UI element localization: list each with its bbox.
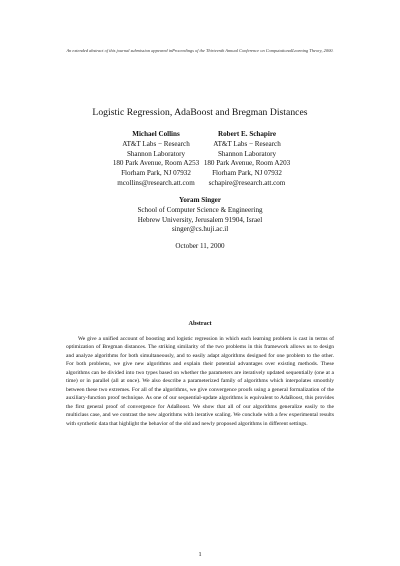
page-number: 1 [198,551,202,558]
author-city: Florham Park, NJ 07932 [121,169,191,178]
author-affiliation: AT&T Labs − Research [213,139,281,148]
paper-title: Logistic Regression, AdaBoost and Bregman Distances [92,107,308,118]
author-address: 180 Park Avenue, Room A203 [203,159,291,168]
header-note: An extended abstract of this journal submission appeared inProceedings of the Thirteenth Annual Conference on ComputationalLearning Theory, 2000. [66,48,334,53]
author-email: schapire@research.att.com [208,178,286,187]
paper-date: October 11, 2000 [175,242,225,250]
author-block-schapire [162,130,332,189]
author-name: Yoram Singer [179,196,221,204]
author-address: 180 Park Avenue, Room A253 [112,159,200,168]
author-name: Michael Collins [132,130,180,138]
abstract-heading: Abstract [188,320,212,327]
author-lab: Shannon Laboratory [126,149,186,158]
author-email: mcollins@research.att.com [117,178,195,187]
abstract-text: We give a unified account of boosting and logistic regression in which each learning problem is cast in terms of optimization of Bregman distances. The striking similarity of the two problems in this framework allows us to design and analyze algorithms for both simultaneously, and to easily adapt algorithms designed for one problem to the other. For both problems, we give new algorithms and explain their potential advantages over existing methods. These algorithms can be divided into two types based on whether the parameters are iteratively updated sequentially (one at a time) or in parallel (all at once). We also describe a parameterized family of algorithms which interpolates smoothly between these two extremes. For all of the algorithms, we give convergence proofs using a general formalization of the auxiliary-function proof technique. As one of our sequential-update algorithms is equivalent to AdaBoost, this provides the first general proof of convergence for AdaBoost. We show that all of our algorithms generalize easily to the multiclass case, and we contrast the new algorithms with iterative scaling. We conclude with a few experimental results with synthetic data that highlight the behavior of the old and newly proposed algorithms in different settings. [66,336,334,427]
author-affiliation: AT&T Labs − Research [122,139,190,148]
author-address: Hebrew University, Jerusalem 91904, Israel [137,215,263,224]
author-affiliation: School of Computer Science & Engineering [137,205,263,214]
author-block-singer [0,196,400,235]
author-email: singer@cs.huji.ac.il [171,225,229,234]
author-name: Robert E. Schapire [218,130,276,138]
author-lab: Shannon Laboratory [217,149,277,158]
author-city: Florham Park, NJ 07932 [212,169,282,178]
